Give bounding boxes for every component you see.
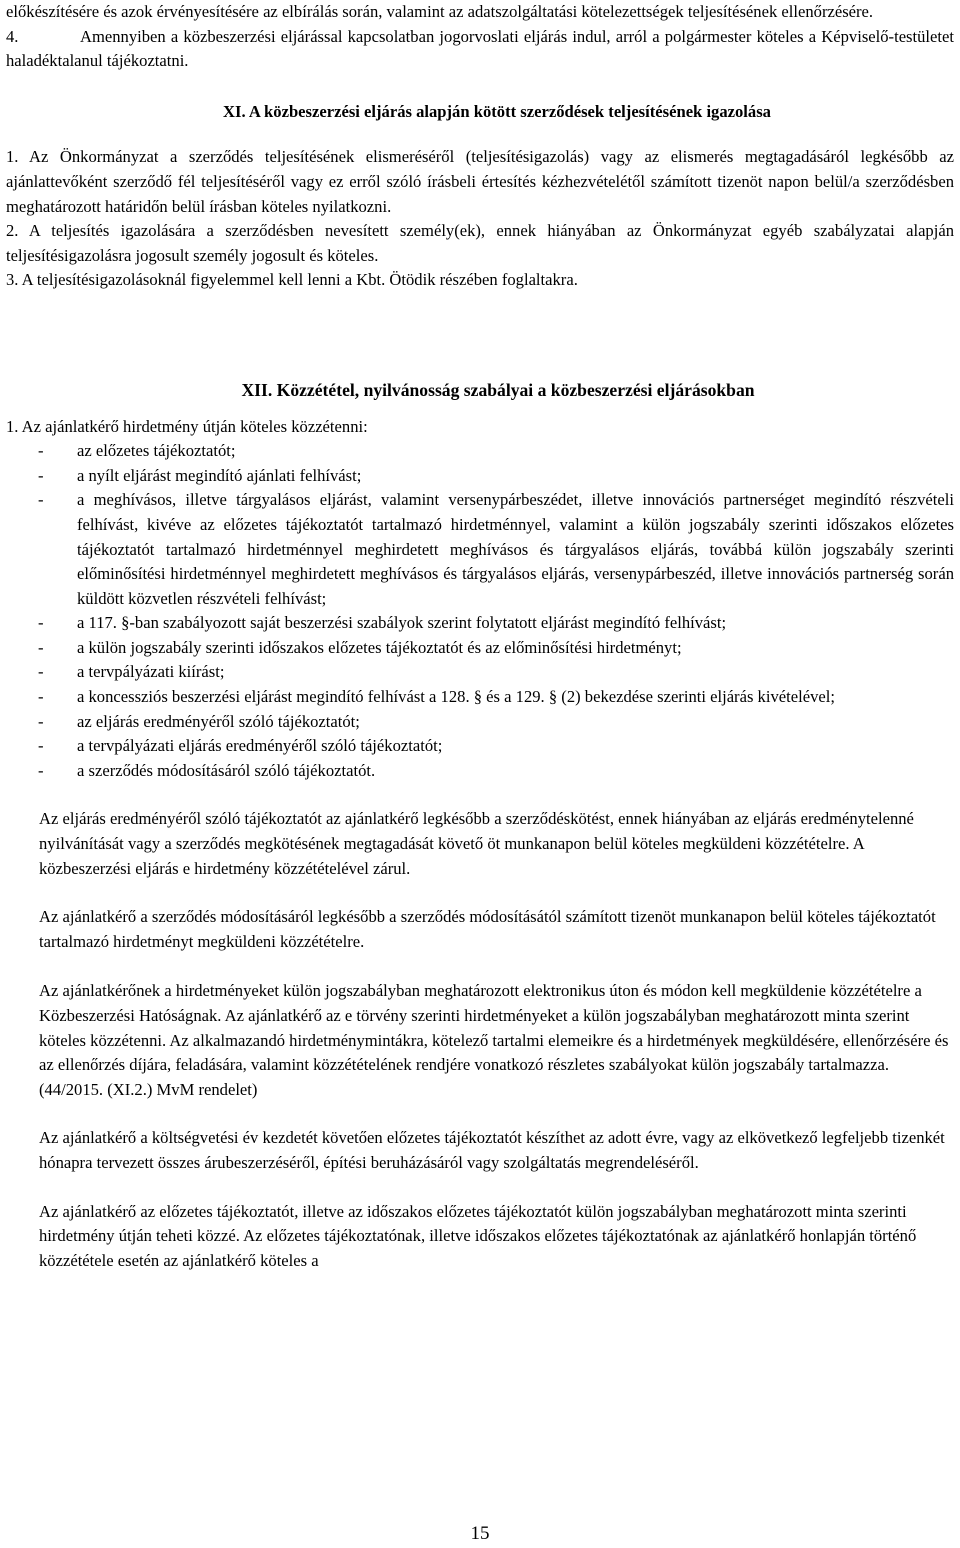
prior-notice-paragraph: Az ajánlatkérő az előzetes tájékoztatót, illetve az időszakos előzetes tájékoztatót külön jogszabályban meghatározott minta szerinti hirdetmény útján teheti közzé. Az előzetes tájékoztatónak, illetve időszakos előzetes tájékoztatónak az ajánlatkérő honlapján történő közzététele esetén az ajánlatkérő köteles a xyxy=(39,1201,917,1270)
list-item xyxy=(6,439,954,464)
section-xi-paragraph-2: 2. A teljesítés igazolására a szerződésben nevesített személy(ek), ennek hiányában az Önkormányzat egyéb szabályzatai alapján teljesítésigazolásra jogosult személy jogosult és köteles. xyxy=(6,221,954,265)
intro-continuation: előkészítésére és azok érvényesítésére az elbírálás során, valamint az adatszolgáltatási kötelezettségek teljesítésének ellenőrzésére. xyxy=(6,2,874,21)
list-item-text: a koncessziós beszerzési eljárást megindító felhívást a 128. § és a 129. § (2) bekezdése szerinti eljárás kivételével; xyxy=(77,687,835,707)
list-item xyxy=(6,660,954,685)
intro-item-4 xyxy=(6,25,954,74)
list-item xyxy=(6,611,954,636)
list-dash: - xyxy=(38,637,44,657)
intro-item-4-number: 4. xyxy=(6,26,19,46)
list-item xyxy=(6,488,954,611)
page-number: 15 xyxy=(470,1523,490,1544)
list-item-text: a 117. §-ban szabályozott saját beszerzési szabályok szerint folytatott eljárást megindító felhívást; xyxy=(77,613,727,633)
publication-list xyxy=(6,439,954,783)
section-xi-body xyxy=(6,145,954,293)
list-item-text: a szerződés módosításáról szóló tájékoztatót. xyxy=(77,760,376,780)
document-page xyxy=(6,0,954,1273)
section-xi-heading: XI. A közbeszerzési eljárás alapján kötött szerződések teljesítésének igazolása xyxy=(223,101,771,121)
section-xii-body xyxy=(6,415,954,1274)
list-dash: - xyxy=(38,687,44,707)
list-dash: - xyxy=(38,711,44,731)
list-item-text: a nyílt eljárást megindító ajánlati felhívást; xyxy=(77,465,362,485)
list-dash: - xyxy=(38,736,44,756)
list-item xyxy=(6,685,954,710)
list-item-text: a meghívásos, illetve tárgyalásos eljárást, valamint versenypárbeszédet, illetve innovációs partnerséget megindító részvételi felhívást, kivéve az előzetes tájékoztatót tartalmazó hirdetménnyel, valamint a külön jogszabály szerinti időszakos előzetes tájékoztatót tartalmazó hirdetménnyel meghirdetett meghívásos és tárgyalásos eljárás, továbbá külön jogszabály szerinti előminősítési hirdetménnyel meghirdetett meghívásos és tárgyalásos eljárás, versenypárbeszéd, illetve innovációs partnerség során küldött közvetlen részvételi felhívást; xyxy=(77,490,954,608)
budget-year-paragraph: Az ajánlatkérő a költségvetési év kezdetét követően előzetes tájékoztatót készíthet az adott évre, vagy az elkövetkező legfeljebb tizenkét hónapra tervezett összes árubeszerzéséről, építési beruházásáról vagy szolgáltatás megrendeléséről. xyxy=(39,1128,945,1172)
intro-item-4-text: Amennyiben a közbeszerzési eljárással kapcsolatban jogorvoslati eljárás indul, arról a polgármester köteles a Képviselő-testületet haladéktalanul tájékoztatni. xyxy=(6,26,954,71)
list-item xyxy=(6,759,954,784)
intro-section xyxy=(6,0,954,74)
section-xii-paragraph-1: 1. Az ajánlatkérő hirdetmény útján köteles közzétenni: xyxy=(6,416,368,436)
list-item-text: az eljárás eredményéről szóló tájékoztatót; xyxy=(77,711,360,731)
list-dash: - xyxy=(38,490,44,510)
section-xii-heading: XII. Közzététel, nyilvánosság szabályai a közbeszerzési eljárásokban xyxy=(241,379,755,400)
list-item-text: a külön jogszabály szerinti időszakos előzetes tájékoztatót és az előminősítési hirdetményt; xyxy=(77,637,682,657)
electronic-submission-paragraph: Az ajánlatkérőnek a hirdetményeket külön jogszabályban meghatározott elektronikus úton és módon kell megküldenie közzétételre a Közbeszerzési Hatóságnak. Az ajánlatkérő az e törvény szerinti hirdetményeket a külön jogszabályban meghatározott minta szerint köteles közzétenni. Az alkalmazandó hirdetménymintákra, kötelező tartalmi elemeikre és a hirdetmények megküldésére, ellenőrzésére és az ellenőrzés díjára, feladására, valamint közzétételének rendjére vonatkozó részletes szabályokat külön jogszabály tartalmazza. (44/2015. (XI.2.) MvM rendelet) xyxy=(39,981,949,1099)
modification-paragraph: Az ajánlatkérő a szerződés módosításáról legkésőbb a szerződés módosításától számított tizenöt munkanapon belül köteles tájékoztatót tartalmazó hirdetményt megküldeni közzétételre. xyxy=(39,907,936,951)
list-item xyxy=(6,710,954,735)
list-dash: - xyxy=(38,613,44,633)
list-item-text: a tervpályázati kiírást; xyxy=(77,662,225,682)
list-item xyxy=(6,464,954,489)
list-item xyxy=(6,636,954,661)
list-dash: - xyxy=(38,662,44,682)
list-item-text: a tervpályázati eljárás eredményéről szóló tájékoztatót; xyxy=(77,736,443,756)
list-item xyxy=(6,734,954,759)
list-dash: - xyxy=(38,441,44,461)
list-dash: - xyxy=(38,465,44,485)
list-dash: - xyxy=(38,760,44,780)
result-paragraph: Az eljárás eredményéről szóló tájékoztatót az ajánlatkérő legkésőbb a szerződéskötést, ennek hiányában az eljárás eredménytelenné nyilvánítását vagy a szerződés megkötésének megtagadását követő öt munkanapon belül köteles megküldeni közzétételre. A közbeszerzési eljárás e hirdetmény közzétételével zárul. xyxy=(39,809,914,878)
section-xi-paragraph-3: 3. A teljesítésigazolásoknál figyelemmel kell lenni a Kbt. Ötödik részében foglaltakra. xyxy=(6,270,578,290)
list-item-text: az előzetes tájékoztatót; xyxy=(77,441,236,461)
section-xi-paragraph-1: 1. Az Önkormányzat a szerződés teljesítésének elismeréséről (teljesítésigazolás) vagy az elismerés megtagadásáról legkésőbb az ajánlattevőként szerződő fél teljesítéséről vagy ez erről szóló írásbeli értesítés kézhezvételétől számított tizenöt napon belül/a szerződésben meghatározott határidőn belül írásban köteles nyilatkozni. xyxy=(6,147,954,216)
